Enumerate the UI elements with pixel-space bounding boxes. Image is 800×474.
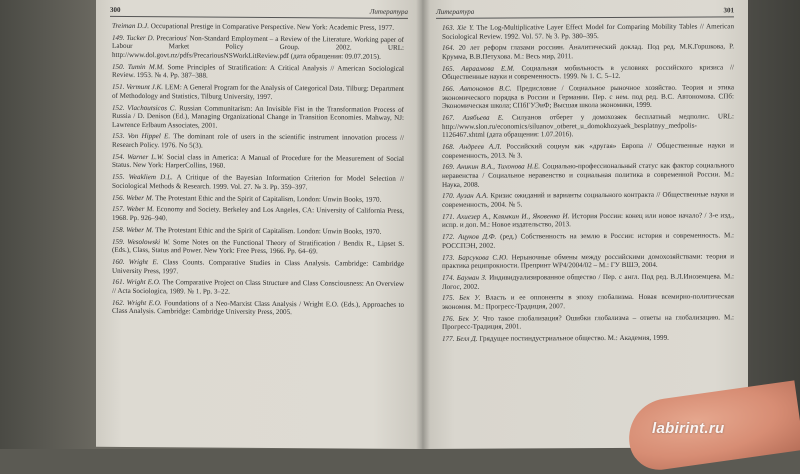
bibliography-entry xyxy=(442,112,734,139)
running-title: Литература xyxy=(369,7,408,16)
entry-author: 149. Tucker D. xyxy=(112,33,155,42)
entry-author: 177. Белл Д. xyxy=(442,334,478,343)
entry-author: 171. Ахиезер А., Клямкин И., Яковенко И. xyxy=(442,212,570,221)
entry-text: The dominant role of users in the scientific instrument innovation process // Research Policy. 1976. No 5(3). xyxy=(112,132,405,150)
bibliography-entry xyxy=(442,252,734,271)
entry-text: The Protestant Ethic and the Spirit of Capitalism, London: Unwin Books, 1970. xyxy=(153,193,382,204)
bibliography-entry xyxy=(442,63,734,82)
bibliography-entry xyxy=(112,83,404,102)
left-running-head xyxy=(110,6,408,19)
entry-author: 162. Wright E.O. xyxy=(112,298,162,307)
entry-text: Кризис ожиданий и варианты социального контракта // Общественные науки и современность, 2004. № 5. xyxy=(442,190,734,209)
entry-text: Social class in America: A Manual of Procedure for the Measurement of Social Status. New York: HarperCollins, 1960. xyxy=(112,153,405,171)
bibliography-entry xyxy=(442,22,734,41)
entry-author: 151. Vermunt J.K. xyxy=(112,82,164,92)
entry-text: Occupational Prestige in Comparative Perspective. New York: Academic Press, 1977. xyxy=(148,22,395,32)
bibliography-entry xyxy=(112,298,404,317)
entry-text: Социально-профессиональный статус как фактор социального неравенства / Социальное неравенство и социальная политика в современной России. М.: Наука, 2008. xyxy=(442,161,735,189)
watermark: labirint.ru xyxy=(652,420,725,437)
entry-author: 172. Ацуков Д.Ф. xyxy=(442,232,497,242)
entry-author: 152. Vlachoutsicos C. xyxy=(112,103,177,112)
entry-author: 165. Авраамова Е.М. xyxy=(442,64,515,73)
bibliography-list xyxy=(442,22,734,346)
entry-author: 156. Weber M. xyxy=(112,193,154,202)
entry-author: 150. Tumin M.M. xyxy=(112,62,165,71)
page-number: 300 xyxy=(110,5,121,14)
right-running-head xyxy=(436,6,734,19)
bibliography-entry xyxy=(112,132,404,151)
entry-text: Class Counts. Comparative Studies in Class Analysis. Cambridge: Cambridge University Press, 1997. xyxy=(112,258,404,275)
bibliography-entry xyxy=(112,205,404,224)
bibliography-entry xyxy=(112,278,404,297)
entry-text: Предисловие / Социальное рыночное хозяйство. Теория и этика экономического порядка в России и Германии. Пер. с нем. под ред. В.С. Автономова. СПб: Экономическая школа; СПбГУЭиФ; Высшая школа экономики, 1999. xyxy=(442,83,734,111)
entry-text: Some Principles of Stratification: A Critical Analysis // American Sociological Review. 1953. № 4. Pp. 387–388. xyxy=(112,62,404,80)
entry-text: The Comparative Project on Class Structure and Class Consciousness: An Overview // Acta Sociologica, 1989. № 1. Pp. 3–22. xyxy=(112,278,405,296)
entry-text: История России: конец или новое начало? / 3-е изд., испр. и доп. М.: Новое издательство, 2013. xyxy=(442,211,734,230)
bibliography-entry xyxy=(442,333,734,343)
bibliography-entry xyxy=(112,193,404,204)
entry-text: Российский социум как «другая» Европа // Общественные науки и современность, 2013. № 3. xyxy=(442,141,734,160)
entry-author: 163. Xie Y. xyxy=(442,23,475,32)
bibliography-entry xyxy=(442,313,734,332)
entry-text: 20 лет реформ глазами россиян. Аналитический доклад. Под ред. М.К.Горшкова, Р. Крумма, В.В.Петухова. М.: Весь мир, 2011. xyxy=(442,42,734,61)
entry-text: A Critique of the Bayesian Information Criterion for Model Selection // Sociological Methods & Research. 1999. Vol. 27. № 3. Pp. 359–397. xyxy=(112,173,404,192)
bibliography-entry xyxy=(112,22,404,33)
bibliography-entry xyxy=(442,272,734,291)
entry-text: Что такое глобализация? Ошибки глобализма – ответы на глобализацию. М.: Прогресс-Традиция, 2001. xyxy=(442,313,734,332)
book-spine-shadow xyxy=(416,0,430,449)
page-number: 301 xyxy=(723,6,734,15)
entry-text: The Protestant Ethic and the Spirit of Capitalism. London: Unwin Books, 1970. xyxy=(153,225,382,236)
entry-text: Foundations of a Neo-Marxist Class Analysis / Wright E.O. (Eds.), Approaches to Class Analysis. Cambridge: Cambridge University Press, 2005. xyxy=(112,298,405,317)
entry-text: Социальная мобильность в условиях российского кризиса // Общественные науки и современность. 1999. № 1. С. 5–12. xyxy=(442,63,734,82)
bibliography-entry xyxy=(112,34,404,62)
bibliography-entry xyxy=(442,232,734,251)
entry-text: Precarious' Non-Standard Employment – a Review of the Literature. Working paper of Labour Market Policy Group. 2002. URL: http://www.dol.govt.nz/pdfs/PrecariousNSWorkLitReview.pdf (дата обращения: 09.07.2015). xyxy=(112,33,404,61)
entry-text: Грядущее постиндустриальное общество. М.: Академия, 1999. xyxy=(477,333,669,343)
entry-author: 176. Бек У. xyxy=(442,314,479,323)
running-title: Литература xyxy=(436,7,475,16)
bibliography-list xyxy=(112,22,404,321)
entry-text: Russian Communitarism: An Invisible Fist in the Transformation Process of Russia / D. Denison (Ed.), Managing Organizational Change in Transition Economies. Mahway, NJ: Lawrence Erlbaum Associates, 2001. xyxy=(112,103,404,130)
entry-author: 169. Аникин В.А., Тихонова Н.Е. xyxy=(442,162,541,172)
bibliography-entry xyxy=(442,293,734,312)
bibliography-entry xyxy=(442,162,734,189)
entry-author: 158. Weber M. xyxy=(112,225,154,234)
entry-author: 173. Барсукова С.Ю. xyxy=(442,253,508,262)
entry-text: Нерыночные обмены между российскими домохозяйствами: теория и практика реципрокности. Препринт WP4/2004/02 – М.: ГУ ВШЭ, 2004. xyxy=(442,251,734,271)
entry-author: 167. Азябьева Е. xyxy=(442,113,504,122)
entry-author: 170. Аузан А.А. xyxy=(442,192,489,201)
entry-author: 155. Weakliem D.L. xyxy=(112,173,173,182)
bibliography-entry xyxy=(442,141,734,160)
entry-text: Силуанов отберет у домохозяек бесплатный медполис. URL: http://www.slon.ru/economics/siluanov_otberet_u_domokhozyaek_besplatnyy_medpolis-1126467.xhtml (дата обращения: 1.07.2016). xyxy=(442,112,734,140)
entry-text: Власть и ее оппоненты в эпоху глобализма. Новая всемирно-политическая экономия. М.: Прогресс-Традиция, 2007. xyxy=(442,292,734,311)
bibliography-entry xyxy=(112,153,404,172)
bibliography-entry xyxy=(442,43,734,62)
entry-author: 168. Андреев А.Л. xyxy=(442,142,502,151)
entry-author: 154. Warner L.W. xyxy=(112,152,164,162)
bibliography-entry xyxy=(112,63,404,82)
bibliography-entry xyxy=(112,258,404,277)
entry-text: Some Notes on the Functional Theory of Stratification / Bendix R., Lipset S. (Eds.), Class, Status and Power. New York: Free Press, 1966. Pp. 64–69. xyxy=(112,237,404,256)
entry-author: 159. Wesolowski W. xyxy=(112,237,171,246)
entry-author: 166. Автономов В.С. xyxy=(442,84,512,94)
entry-author: 160. Wright E. xyxy=(112,257,159,267)
bibliography-entry xyxy=(442,211,734,230)
left-page xyxy=(96,0,422,449)
entry-author: 174. Бауман З. xyxy=(442,273,487,282)
entry-text: (ред.) Собственность на землю в России: история и современность. М.: РОССПЭН, 2002. xyxy=(442,231,734,250)
entry-text: Индивидуализированное общество / Пер. с англ. Под ред. В.Л.Иноземцева. М.: Логос, 2002. xyxy=(442,272,734,291)
entry-author: 157. Weber M. xyxy=(112,205,155,214)
entry-author: Treiman D.J. xyxy=(112,21,149,31)
entry-author: 175. Бек У. xyxy=(442,293,481,303)
entry-text: The Log-Multiplicative Layer Effect Model for Comparing Mobility Tables // American Sociological Review. 1992. Vol. 57. № 3. Pp. 380–395. xyxy=(442,22,734,41)
entry-text: Economy and Society. Berkeley and Los Angeles, CA: University of California Press, 1968. Pp. 926–940. xyxy=(112,205,404,223)
entry-author: 161. Wright E.O. xyxy=(112,278,161,287)
bibliography-entry xyxy=(112,173,404,192)
bibliography-entry xyxy=(442,191,734,210)
right-page xyxy=(422,0,748,449)
open-book xyxy=(96,0,748,449)
entry-text: LEM: A General Program for the Analysis of Categorical Data. Tilburg: Department of Methodology and Statistics, Tilburg University, 1997. xyxy=(112,83,405,101)
entry-author: 153. Von Hippel E. xyxy=(112,132,171,141)
bibliography-entry xyxy=(442,83,734,110)
entry-author: 164. xyxy=(442,44,455,53)
bibliography-entry xyxy=(112,226,404,237)
bibliography-entry xyxy=(112,103,404,131)
bibliography-entry xyxy=(112,237,404,256)
